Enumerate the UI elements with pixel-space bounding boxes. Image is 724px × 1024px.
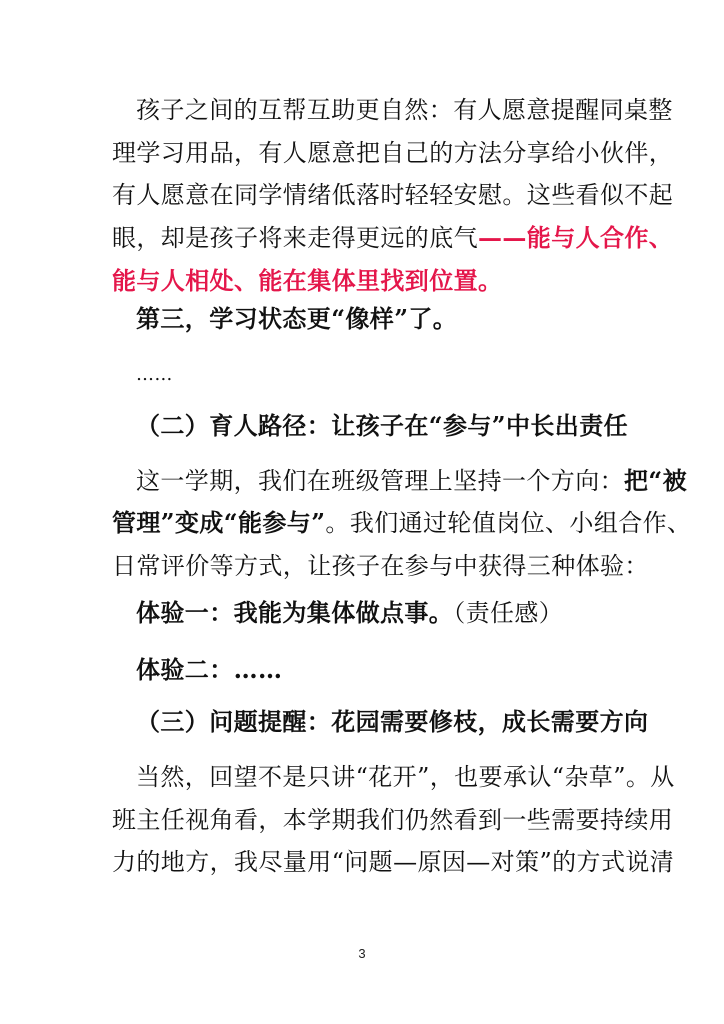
- paragraph-text: 力的地方，我尽量用“问题—原因—对策”的方式说清: [112, 848, 675, 876]
- experience-title: 体验一：我能为集体做点事。: [136, 598, 454, 627]
- section-heading-text: （三）问题提醒：花园需要修枝，成长需要方向: [136, 707, 649, 736]
- bold-text: 管理”变成“能参与”: [112, 508, 326, 537]
- paragraph-text: 有人愿意在同学情绪低落时轻轻安慰。这些看似不起: [112, 181, 674, 209]
- section-heading: [136, 705, 649, 739]
- paragraph-line: [136, 464, 688, 498]
- paragraph-text: 当然，回望不是只讲“花开”，也要承认“杂草”。从: [136, 763, 675, 791]
- experience-item: [136, 596, 641, 630]
- paragraph-text: 理学习用品，有人愿意把自己的方法分享给小伙伴，: [112, 139, 674, 167]
- paragraph-line: [112, 506, 692, 540]
- paragraph-line: [136, 93, 673, 127]
- experience-title: 体验二：……: [136, 655, 283, 684]
- paragraph-line: [136, 760, 675, 794]
- point-heading: [136, 302, 641, 336]
- experience-item: [136, 653, 641, 687]
- section-heading-text: （二）育人路径：让孩子在“参与”中长出责任: [136, 411, 629, 440]
- paragraph-text: 这一学期，我们在班级管理上坚持一个方向：: [136, 467, 624, 495]
- paragraph-line: [112, 845, 675, 879]
- paragraph-text: 眼，却是孩子将来走得更远的底气: [112, 224, 478, 252]
- paragraph-line: [112, 549, 649, 583]
- paragraph-line: [112, 136, 674, 170]
- ellipsis-text: ……: [136, 364, 173, 385]
- highlighted-line: [112, 264, 617, 298]
- bold-text: 把“被: [624, 466, 688, 495]
- highlighted-text: ——能与人合作、: [478, 223, 674, 252]
- page-number: 3: [358, 946, 366, 961]
- paragraph-line: [112, 221, 674, 255]
- paragraph-line: [112, 178, 674, 212]
- point-text: 第三，学习状态更“像样”了。: [136, 304, 458, 333]
- ellipsis: [136, 358, 641, 392]
- experience-note: （责任感）: [453, 599, 564, 627]
- paragraph-text: 班主任视角看，本学期我们仍然看到一些需要持续用: [112, 806, 674, 834]
- section-heading: [136, 409, 641, 443]
- paragraph-text: 。我们通过轮值岗位、小组合作、: [325, 509, 692, 537]
- paragraph-text: 孩子之间的互帮互助更自然：有人愿意提醒同桌整: [136, 96, 673, 124]
- highlighted-text: 能与人相处、能在集体里找到位置。: [112, 266, 503, 295]
- paragraph-line: [112, 803, 674, 837]
- paragraph-text: 日常评价等方式，让孩子在参与中获得三种体验：: [112, 552, 649, 580]
